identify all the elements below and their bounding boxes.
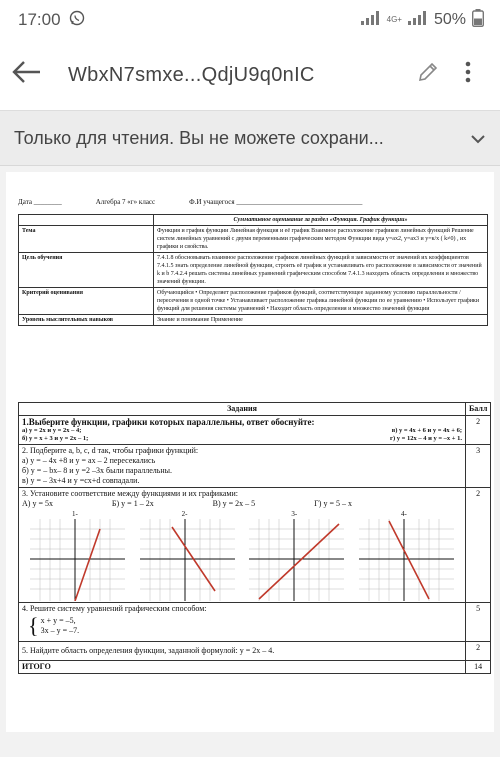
document-page [6, 172, 494, 732]
total-score: 14 [466, 661, 491, 674]
back-arrow-icon[interactable] [12, 58, 56, 92]
row-label-topic: Тема [19, 226, 154, 253]
score-header: Балл [466, 403, 491, 416]
read-only-banner[interactable] [0, 110, 500, 166]
document-viewer[interactable] [0, 166, 500, 757]
app-bar [0, 40, 500, 110]
row-text-goal: 7.4.1.8 обосновывать взаимное расположение графиков линейных функций в зависимости от значений их коэффициентов 7.4.1.5 знать определение линейной функции, строить её график и устанавливать его расположение в зависимости от значений k и b 7.4.2.4 решать системы линейных уравнений графическим способом 7.4.1.3 находить область определения и множество значений функции. [154, 253, 488, 288]
whatsapp-icon [69, 10, 85, 31]
student-field: Ф.И учащегося ____________________________________ [189, 198, 363, 206]
status-bar [0, 0, 500, 40]
task-3-score: 2 [466, 488, 491, 603]
network-type: 4G+ [386, 15, 402, 24]
task-5: 5. Найдите область определения функции, заданной формулой: у = 2х – 4. [19, 642, 466, 661]
summative-table [18, 214, 488, 326]
task-2: 2. Подберите a, b, c, d так, чтобы графики функций: а) у = – 4х +8 и у = ах – 2 пересекались б) у = – bх– 8 и у =2 –3х были параллельны. в) у = – 3х+4 и у =cх+d совпадали. [19, 445, 466, 488]
row-text-level: Знание и понимание Применение [154, 315, 488, 326]
signal-icon [361, 11, 381, 30]
task-2-score: 3 [466, 445, 491, 488]
signal-icon-2 [408, 11, 428, 30]
task-4-score: 5 [466, 603, 491, 642]
doc-header [18, 198, 362, 206]
total-label: ИТОГО [19, 661, 466, 674]
edit-pencil-icon[interactable] [408, 61, 448, 89]
tasks-header: Задания [19, 403, 466, 416]
task-1: 1.Выберите функции, графики которых параллельны, ответ обоснуйте: а) у = 2х и у = 2х – 4; в) у = 4х + 6 и у = 4х + 6; б) у = х + 3 и у = 2х – 1; г) у = 12х – 4 и у = –х + 1. [19, 416, 466, 445]
task-3: 3. Установите соответствие между функциями и их графиками: А) у = 5х Б) у = 1 – 2х В) у = 2х – 5 Г) у = 5 – х 1- 2- 3- 4- [19, 488, 466, 603]
battery-level: 50% [433, 11, 466, 28]
task-4: 4. Решите систему уравнений графическим способом: { x + y = –5, 3x – y = –7. [19, 603, 466, 642]
battery-icon [472, 9, 484, 32]
task-1-score: 2 [466, 416, 491, 445]
document-title: WbxN7smxe...QdjU9q0nIC [68, 63, 315, 86]
row-label-level: Уровень мыслительных навыков [19, 315, 154, 326]
row-text-criteria: Обучающийся • Определяет расположение графиков функций, соответствующее заданному условию параллельности / пересечения в одной точке • Устанавливает расположение графика линейной функции по ее уравнению • Использует графики функций для решения системы уравнений • Находит область определения и множество значений функции [154, 288, 488, 315]
row-text-topic: Функция и график функции Линейная функция и её график Взаимное расположение графиков линейных функций Решение систем линейных уравнений с двумя переменными графическим методом Функции вида у=ах2, у=ах3 и у=к/х ( k≠0) , их графики и свойства. [154, 226, 488, 253]
clock: 17:00 [18, 10, 61, 29]
row-label-goal: Цель обучения [19, 253, 154, 288]
more-vert-icon[interactable] [448, 61, 488, 89]
tasks-table [18, 402, 491, 674]
graph-4: 4- [359, 519, 454, 601]
graph-1: 1- [30, 519, 125, 601]
graph-2: 2- [140, 519, 235, 601]
graph-3: 3- [249, 519, 344, 601]
subject-field: Алгебра 7 «г» класс [95, 198, 156, 206]
banner-text: Только для чтения. Вы не можете сохрани... [14, 127, 384, 148]
summative-caption: Суммативное оценивание за раздел «Функция. График функции» [154, 215, 488, 226]
date-field: Дата ________ [18, 198, 62, 206]
row-label-criteria: Критерий оценивания [19, 288, 154, 315]
chevron-down-icon[interactable] [470, 128, 486, 149]
task-5-score: 2 [466, 642, 491, 661]
